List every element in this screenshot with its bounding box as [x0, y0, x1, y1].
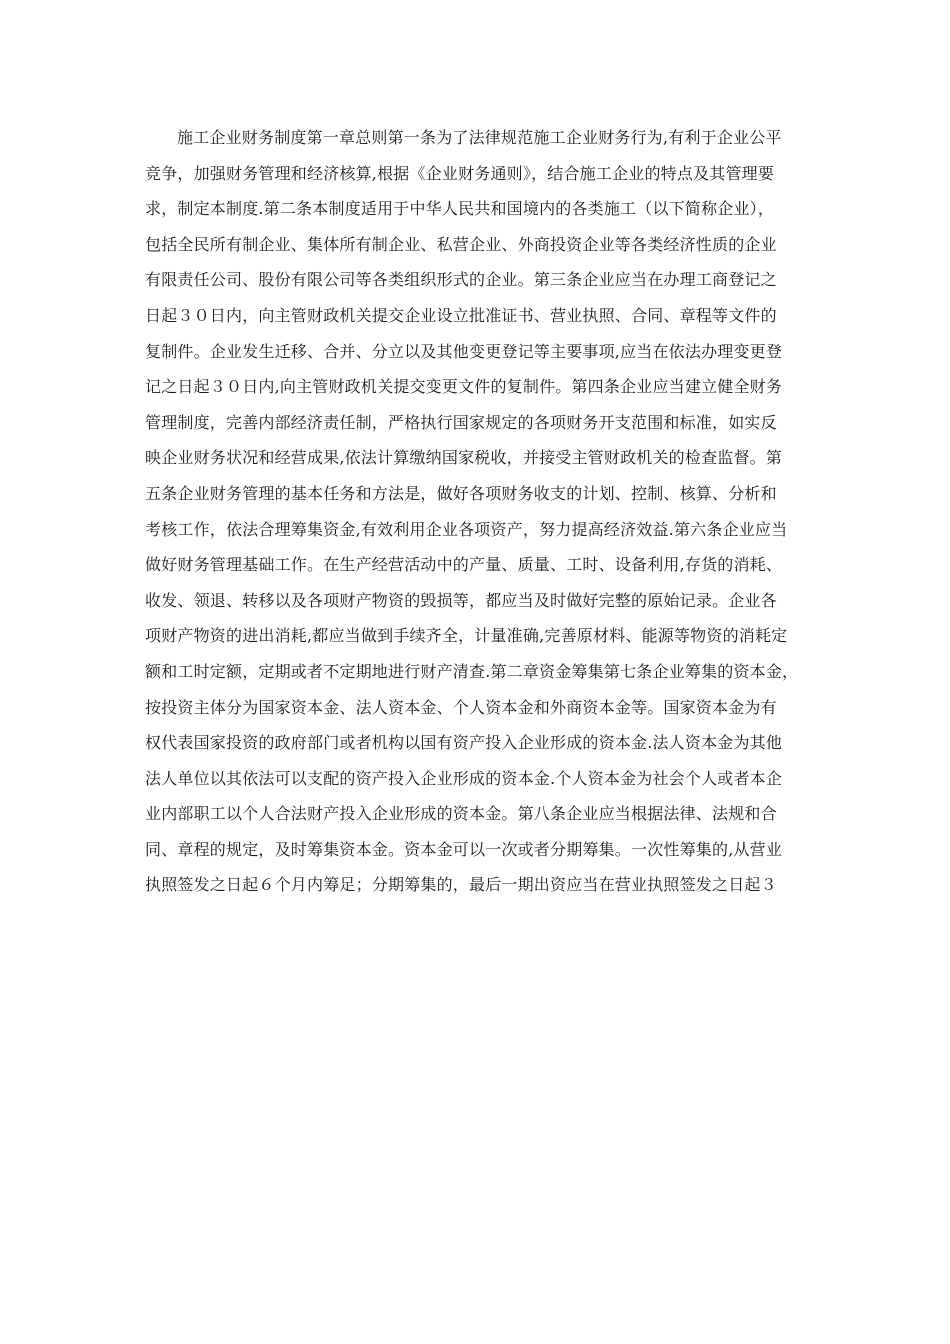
text-line: 法人单位以其依法可以支配的资产投入企业形成的资本金.个人资本金为社会个人或者本企 — [145, 768, 783, 788]
text-line: 竞争，加强财务管理和经济核算,根据《企业财务通则》，结合施工企业的特点及其管理要 — [145, 163, 775, 183]
text-line: 施工企业财务制度第一章总则第一条为了法律规范施工企业财务行为,有利于企业公平 — [177, 128, 782, 147]
text-line: 管理制度，完善内部经济责任制，严格执行国家规定的各项财务开支范围和标准，如实反 — [145, 412, 777, 432]
body-text — [145, 120, 815, 903]
text-line: 权代表国家投资的政府部门或者机构以国有资产投入企业形成的资本金.法人资本金为其他 — [145, 733, 783, 753]
text-line: 项财产物资的进出消耗,都应当做到手续齐全，计量准确,完善原材料、能源等物资的消耗定 — [145, 626, 788, 646]
text-line: 有限责任公司、股份有限公司等各类组织形式的企业。第三条企业应当在办理工商登记之 — [145, 270, 777, 290]
text-line: 求，制定本制度.第二条本制度适用于中华人民共和国境内的各类施工（以下简称企业）， — [145, 199, 775, 219]
text-line: 复制件。企业发生迁移、合并、分立以及其他变更登记等主要事项,应当在依法办理变更登 — [145, 341, 783, 361]
text-line: 包括全民所有制企业、集体所有制企业、私营企业、外商投资企业等各类经济性质的企业 — [145, 234, 777, 254]
text-line: 做好财务管理基础工作。在生产经营活动中的产量、质量、工时、设备利用,存货的消耗、 — [145, 555, 783, 575]
text-line: 执照签发之日起６个月内筹足；分期筹集的，最后一期出资应当在营业执照签发之日起３ — [145, 875, 777, 895]
text-line: 五条企业财务管理的基本任务和方法是，做好各项财务收支的计划、控制、核算、分析和 — [145, 483, 777, 503]
text-line: 额和工时定额，定期或者不定期地进行财产清查.第二章资金筹集第七条企业筹集的资本金， — [145, 661, 799, 681]
text-line: 业内部职工以个人合法财产投入企业形成的资本金。第八条企业应当根据法律、法规和合 — [145, 804, 777, 824]
text-line: 日起３０日内，向主管财政机关提交企业设立批准证书、营业执照、合同、章程等文件的 — [145, 305, 777, 325]
text-line: 同、章程的规定，及时筹集资本金。资本金可以一次或者分期筹集。一次性筹集的,从营业 — [145, 839, 783, 859]
text-line: 映企业财务状况和经营成果,依法计算缴纳国家税收，并接受主管财政机关的检查监督。第 — [145, 448, 783, 468]
text-line: 考核工作，依法合理筹集资金,有效利用企业各项资产，努力提高经济效益.第六条企业应当 — [145, 519, 788, 539]
text-line: 按投资主体分为国家资本金、法人资本金、个人资本金和外商资本金等。国家资本金为有 — [145, 697, 777, 717]
text-line: 记之日起３０日内,向主管财政机关提交变更文件的复制件。第四条企业应当建立健全财务 — [145, 377, 783, 397]
text-line: 收发、领退、转移以及各项财产物资的毁损等，都应当及时做好完整的原始记录。企业各 — [145, 590, 777, 610]
